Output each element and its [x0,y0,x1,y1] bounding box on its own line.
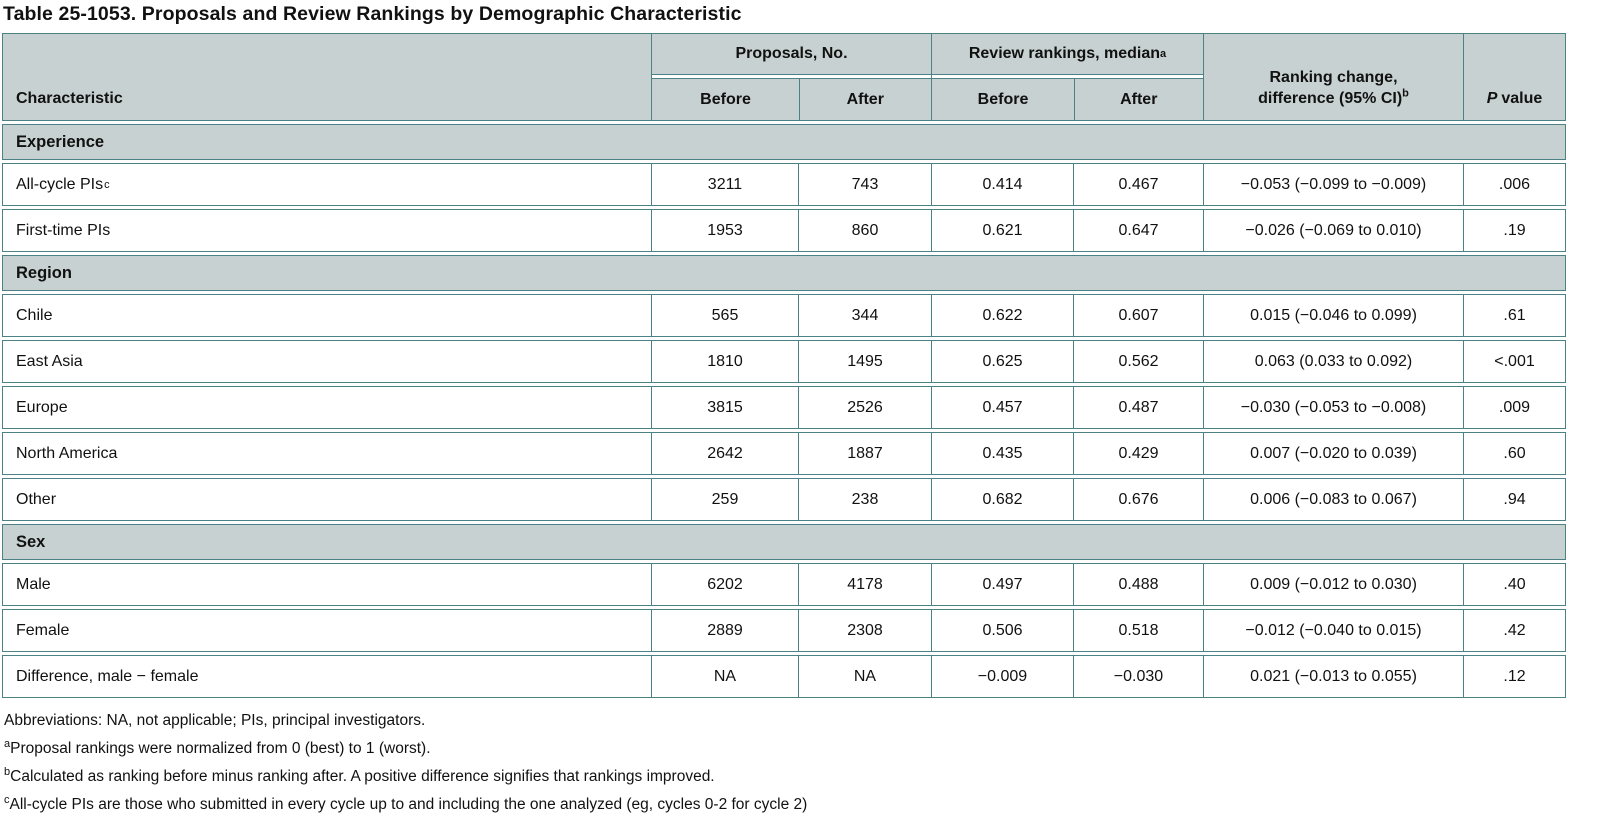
cell-ranking-change: −0.030 (−0.053 to −0.008) [1203,387,1463,428]
cell-rankings-before: 0.682 [931,479,1073,520]
cell-rankings-before: 0.497 [931,564,1073,605]
header-cell-proposals-before: Before [700,90,751,108]
cell-proposals-after: 238 [798,479,931,520]
cell-p-value: .94 [1463,479,1565,520]
header-group-rankings-label: Review rankings, median a [932,34,1203,75]
cell-ranking-change: 0.021 (−0.013 to 0.055) [1203,656,1463,697]
cell-proposals-after: 2526 [798,387,931,428]
cell-proposals-before: 1953 [651,210,798,251]
cell-p-value: .19 [1463,210,1565,251]
cell-ranking-change: 0.007 (−0.020 to 0.039) [1203,433,1463,474]
section-row-region: Region [2,255,1566,291]
footnote-marker: b [4,765,11,778]
table-row [2,340,1566,383]
cell-characteristic: Chile [16,306,53,324]
cell-proposals-before: 259 [651,479,798,520]
cell-proposals-before: 565 [651,295,798,336]
cell-proposals-after: 2308 [798,610,931,651]
cell-characteristic: North America [16,444,118,462]
cell-rankings-before: −0.009 [931,656,1073,697]
table-row [2,563,1566,606]
cell-p-value: .40 [1463,564,1565,605]
cell-rankings-after: 0.518 [1073,610,1203,651]
section-row-experience: Experience [2,124,1566,160]
section-row-sex: Sex [2,524,1566,560]
cell-rankings-after: 0.647 [1073,210,1203,251]
cell-proposals-after: 743 [798,164,931,205]
table-row [2,163,1566,206]
cell-rankings-after: 0.429 [1073,433,1203,474]
header-group-proposals-label: Proposals, No. [652,34,931,75]
header-cell-p-value [1463,34,1565,120]
cell-characteristic: Europe [16,398,68,416]
table-header [2,33,1566,121]
cell-rankings-after: 0.467 [1073,164,1203,205]
cell-proposals-after: 344 [798,295,931,336]
footnote-c [4,791,1600,819]
table-row [2,209,1566,252]
header-cell-rankings-before: Before [977,90,1029,108]
cell-ranking-change: 0.009 (−0.012 to 0.030) [1203,564,1463,605]
cell-proposals-before: 3211 [651,164,798,205]
table-row [2,432,1566,475]
header-group-proposals [651,34,931,120]
cell-proposals-after: 1495 [798,341,931,382]
cell-proposals-before: 6202 [651,564,798,605]
footnote-marker-b: b [1402,87,1409,100]
table-row [2,386,1566,429]
ranking-change-line1: Ranking change, [1269,69,1398,86]
cell-proposals-after: NA [798,656,931,697]
cell-characteristic: Other [16,490,57,508]
cell-rankings-before: 0.625 [931,341,1073,382]
cell-characteristic: First-time PIs [16,221,111,239]
header-cell-rankings-after: After [1074,79,1203,120]
cell-ranking-change: 0.006 (−0.083 to 0.067) [1203,479,1463,520]
cell-characteristic: All-cycle PIs c [16,175,110,193]
cell-rankings-after: 0.562 [1073,341,1203,382]
cell-proposals-before: NA [651,656,798,697]
cell-rankings-after: 0.676 [1073,479,1203,520]
cell-ranking-change: 0.063 (0.033 to 0.092) [1203,341,1463,382]
cell-proposals-after: 860 [798,210,931,251]
header-cell-ranking-change [1203,34,1463,120]
cell-p-value: .60 [1463,433,1565,474]
cell-p-value: .42 [1463,610,1565,651]
cell-p-value: .61 [1463,295,1565,336]
table-row [2,294,1566,337]
table-row [2,609,1566,652]
cell-rankings-after: 0.488 [1073,564,1203,605]
footnote-text: Abbreviations: NA, not applicable; PIs, principal investigators. [4,712,426,729]
header-cell-proposals-after: After [799,79,931,120]
ranking-change-line2: difference (95% CI) [1258,90,1403,107]
cell-p-value: .006 [1463,164,1565,205]
cell-ranking-change: −0.012 (−0.040 to 0.015) [1203,610,1463,651]
cell-rankings-before: 0.506 [931,610,1073,651]
footnote-b [4,763,1600,791]
footnote-marker: a [4,737,11,750]
cell-proposals-after: 4178 [798,564,931,605]
cell-proposals-before: 2642 [651,433,798,474]
footnote-abbreviations [4,707,1600,735]
cell-ranking-change: −0.053 (−0.099 to −0.009) [1203,164,1463,205]
cell-rankings-after: −0.030 [1073,656,1203,697]
cell-proposals-before: 1810 [651,341,798,382]
data-table [2,33,1566,698]
header-cell-characteristic: Characteristic [16,90,123,107]
footnote-text: Proposal rankings were normalized from 0 (best) to 1 (worst). [10,740,431,757]
table-row [2,478,1566,521]
cell-rankings-after: 0.607 [1073,295,1203,336]
page-title: Table 25-1053. Proposals and Review Rankings by Demographic Characteristic [3,3,742,25]
cell-rankings-before: 0.621 [931,210,1073,251]
cell-rankings-before: 0.414 [931,164,1073,205]
p-italic: P [1486,90,1498,107]
p-rest: value [1501,90,1543,107]
cell-ranking-change: −0.026 (−0.069 to 0.010) [1203,210,1463,251]
cell-proposals-before: 2889 [651,610,798,651]
cell-ranking-change: 0.015 (−0.046 to 0.099) [1203,295,1463,336]
footnote-a [4,735,1600,763]
footnote-text: Calculated as ranking before minus ranking after. A positive difference signifies that rankings improved. [10,768,715,785]
footnote-marker: c [4,793,10,806]
cell-characteristic: Female [16,621,70,639]
cell-proposals-before: 3815 [651,387,798,428]
cell-p-value: .12 [1463,656,1565,697]
cell-rankings-before: 0.435 [931,433,1073,474]
header-group-rankings-text: Review rankings, median [968,45,1161,62]
cell-p-value: <.001 [1463,341,1565,382]
cell-rankings-before: 0.622 [931,295,1073,336]
table-row [2,655,1566,698]
cell-rankings-before: 0.457 [931,387,1073,428]
cell-characteristic: Male [16,575,51,593]
cell-proposals-after: 1887 [798,433,931,474]
header-group-rankings [931,34,1203,120]
footnotes [4,707,1600,819]
cell-characteristic: Difference, male − female [16,667,199,685]
cell-characteristic: East Asia [16,352,83,370]
footnote-text: All-cycle PIs are those who submitted in every cycle up to and including the one analyzed (eg, cycles 0-2 for cycle 2) [9,796,808,813]
cell-rankings-after: 0.487 [1073,387,1203,428]
row-label: All-cycle PIs [16,175,104,193]
cell-p-value: .009 [1463,387,1565,428]
